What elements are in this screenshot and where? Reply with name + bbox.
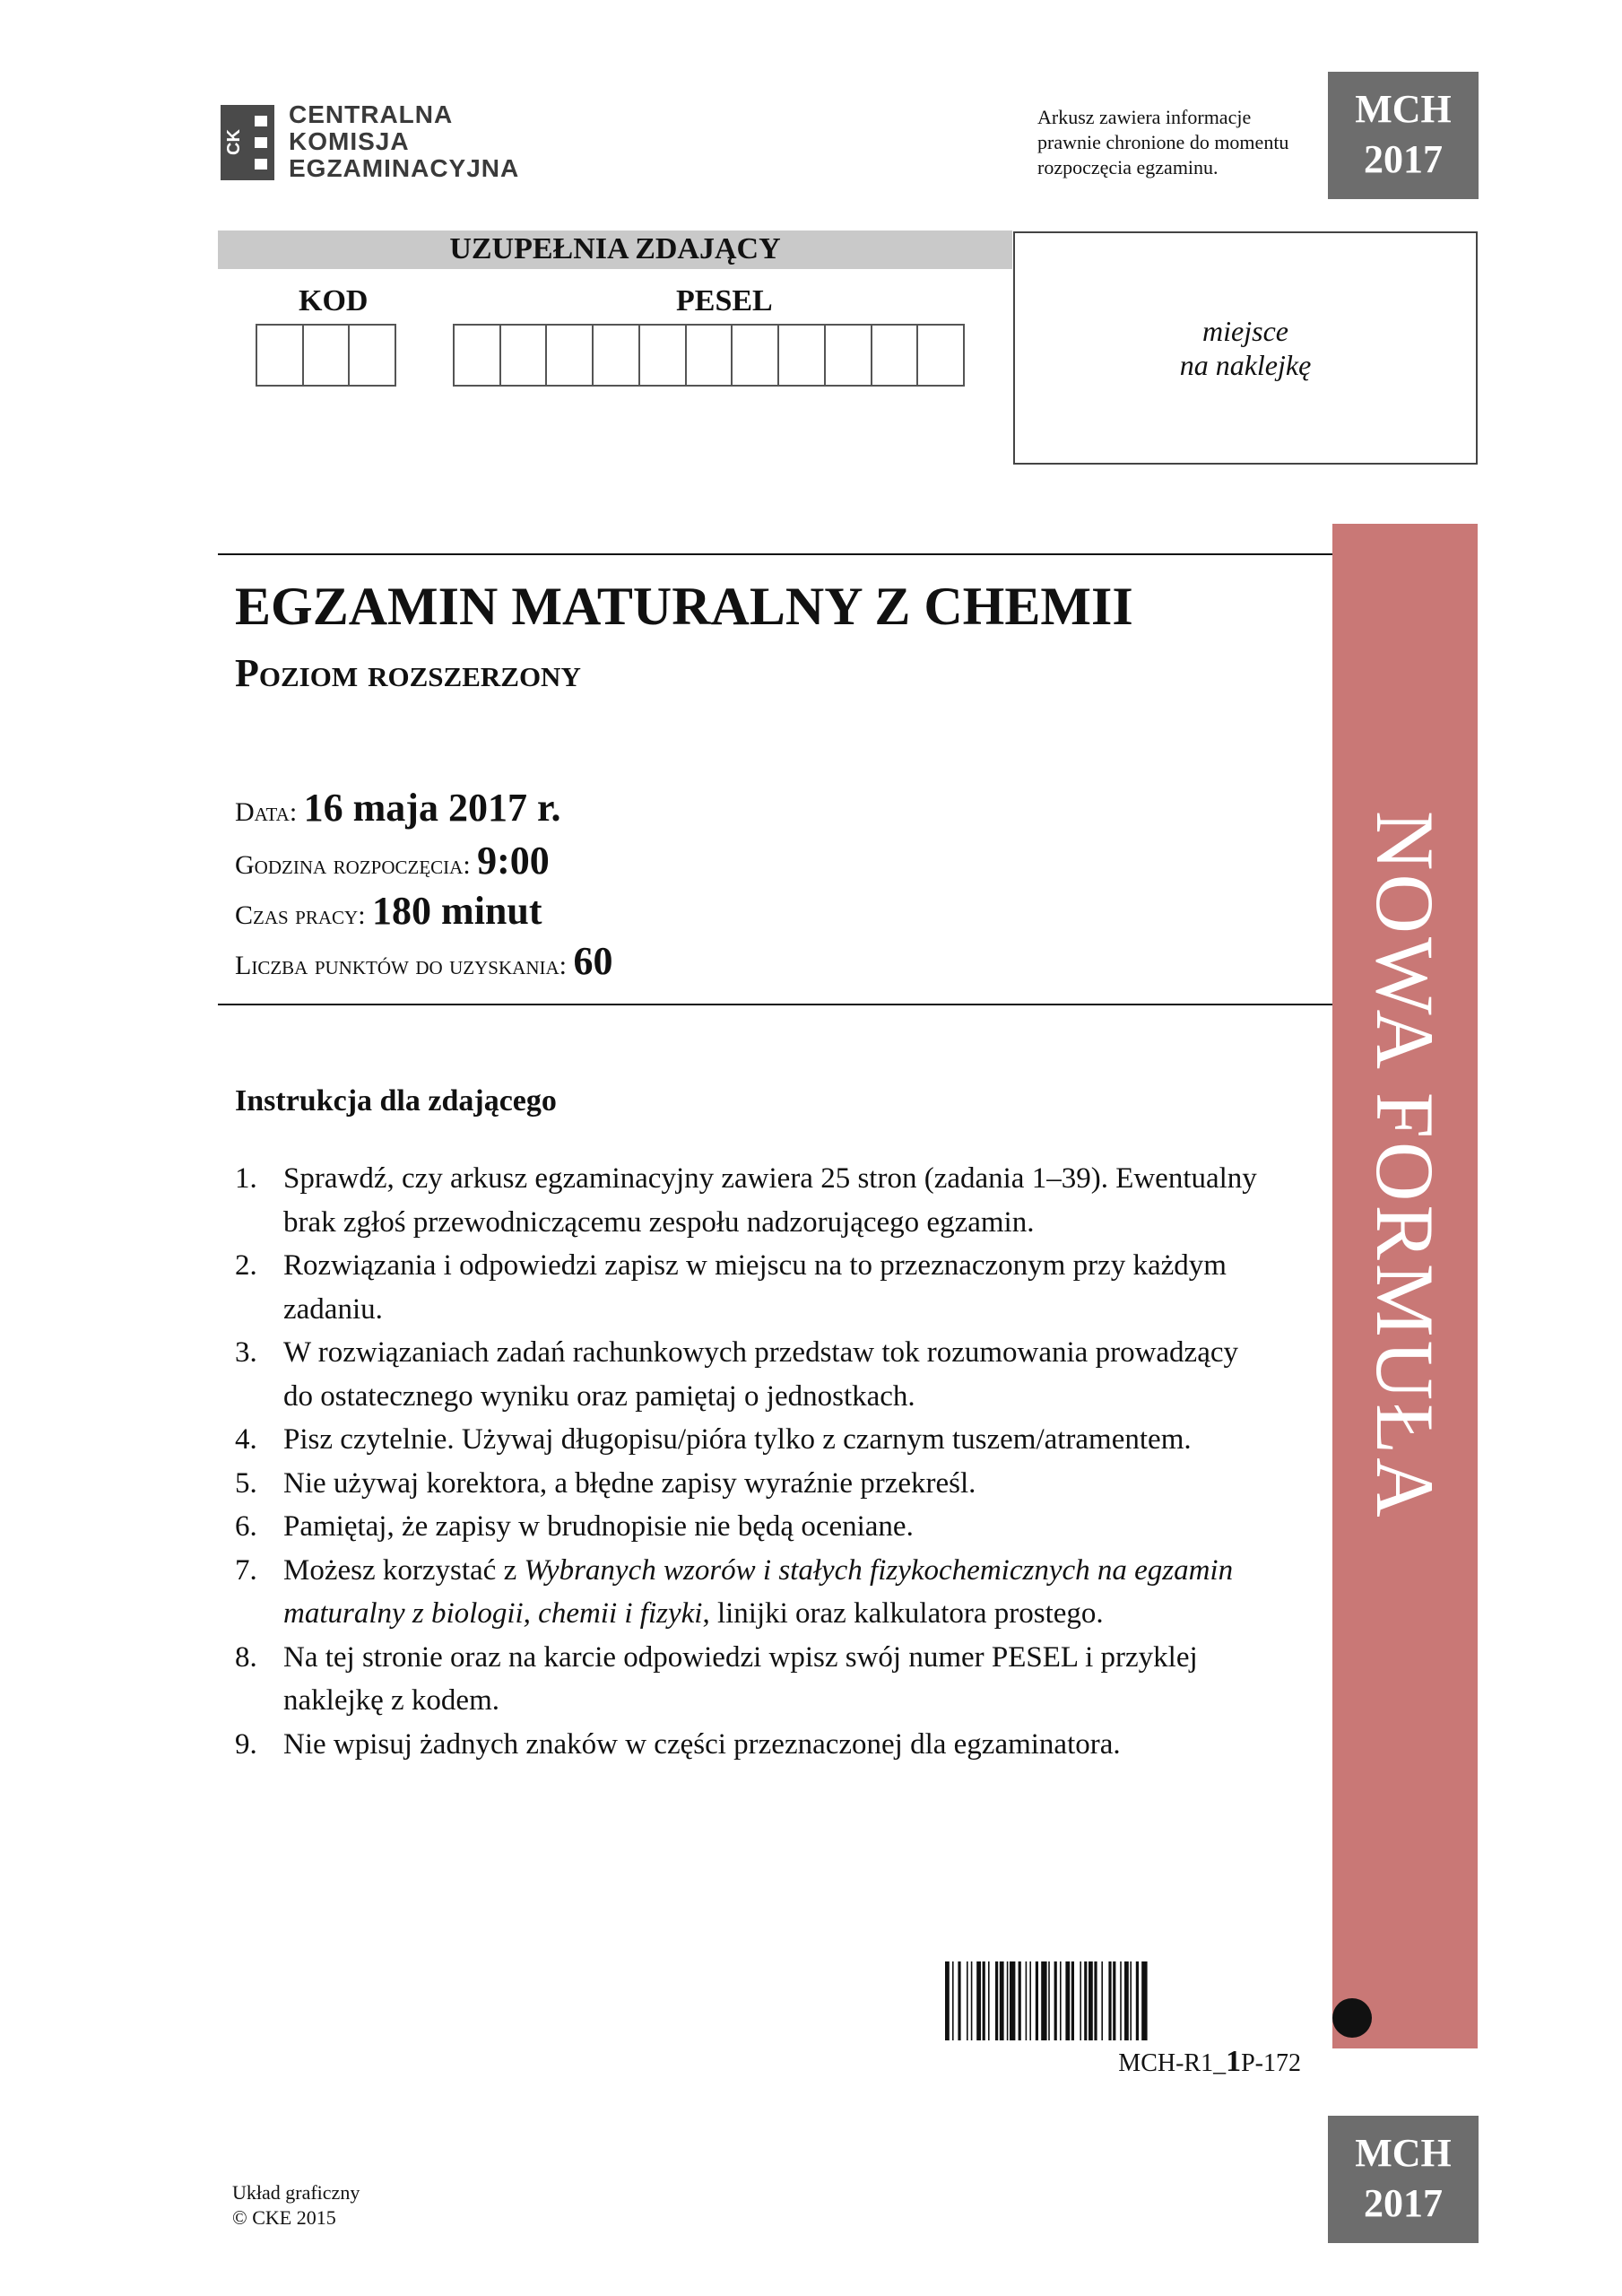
barcode-bar [1130, 1961, 1132, 2040]
exam-points: Liczba punktów do uzyskania: 60 [235, 939, 613, 983]
list-item: 1. Sprawdź, czy arkusz egzaminacyjny zawiera 25 stron (zadania 1–39). Ewentualny brak zgłoś przewodniczącemu zespołu nadzorującego egzamin. [235, 1162, 1257, 1239]
barcode-bar [976, 1961, 981, 2040]
logo-abbr: CK [224, 129, 244, 156]
exam-date: Data: 16 maja 2017 r. [235, 786, 561, 830]
barcode [945, 1961, 1301, 2040]
barcode-bar [967, 1961, 968, 2040]
barcode-bar [1007, 1961, 1009, 2040]
barcode-bar [1041, 1961, 1046, 2040]
list-item: 5. Nie używaj korektora, a błędne zapisy wyraźnie przekreśl. [235, 1466, 976, 1500]
barcode-bar [1141, 1961, 1147, 2040]
barcode-bar [1089, 1961, 1093, 2040]
list-item: 7. Możesz korzystać z Wybranych wzorów i stałych fizykochemicznych na egzamin maturalny z biologii, chemii i fizyki, linijki oraz kalkulatora prostego. [235, 1553, 1234, 1630]
barcode-bar [1054, 1961, 1057, 2040]
list-item: 4. Pisz czytelnie. Używaj długopisu/pióra tylko z czarnym tuszem/atramentem. [235, 1423, 1192, 1456]
barcode-bar [1036, 1961, 1038, 2040]
list-item: 6. Pamiętaj, że zapisy w brudnopisie nie będą oceniane. [235, 1510, 914, 1543]
exam-code-bottom: MCH 2017 [1328, 2116, 1479, 2243]
barcode-bar [971, 1961, 973, 2040]
sticker-area: miejsce na naklejkę [1013, 231, 1478, 465]
exam-level: Poziom rozszerzony [235, 651, 581, 695]
barcode-bar [1026, 1961, 1028, 2040]
barcode-bar [1000, 1961, 1004, 2040]
divider-top [218, 553, 1332, 555]
barcode-bar [1113, 1961, 1115, 2040]
pesel-input[interactable] [453, 324, 965, 387]
barcode-label: MCH-R1_1P-172 [1118, 2045, 1301, 2078]
exam-duration: Czas pracy: 180 minut [235, 889, 542, 933]
cke-logo-text: CENTRALNA KOMISJA EGZAMINACYJNA [289, 100, 520, 182]
barcode-bar [1071, 1961, 1074, 2040]
list-item: 8. Na tej stronie oraz na karcie odpowiedzi wpisz swój numer PESEL i przyklej naklejkę z kodem. [235, 1640, 1198, 1717]
marker-dot [1332, 1998, 1372, 2038]
barcode-bar [995, 1961, 998, 2040]
pesel-label: PESEL [676, 284, 773, 317]
kod-label: KOD [299, 284, 369, 317]
barcode-bar [1029, 1961, 1031, 2040]
barcode-bar [983, 1961, 985, 2040]
barcode-bar [945, 1961, 950, 2040]
barcode-bar [1060, 1961, 1062, 2040]
kod-input[interactable] [256, 324, 396, 387]
barcode-bar [1080, 1961, 1081, 2040]
instructions-heading: Instrukcja dla zdającego [235, 1084, 557, 1118]
exam-code-top: MCH 2017 [1328, 72, 1479, 199]
barcode-bar [1120, 1961, 1122, 2040]
barcode-bar [1094, 1961, 1097, 2040]
new-formula-label: NOWA FORMUŁA [1359, 811, 1451, 1521]
cke-logo-mark [221, 105, 274, 180]
barcode-bar [1136, 1961, 1139, 2040]
instructions-list [235, 1157, 1266, 1766]
exam-title: EGZAMIN MATURALNY Z CHEMII [235, 577, 1133, 636]
logo-e-icon [255, 116, 274, 170]
list-item: 9. Nie wpisuj żadnych znaków w części przeznaczonej dla egzaminatora. [235, 1727, 1121, 1761]
barcode-bar [952, 1961, 954, 2040]
barcode-bar [1048, 1961, 1050, 2040]
barcode-bar [1084, 1961, 1087, 2040]
divider-bottom [218, 1004, 1332, 1005]
barcode-bar [1124, 1961, 1129, 2040]
barcode-bar [1101, 1961, 1103, 2040]
barcode-bar [958, 1961, 960, 2040]
list-item: 2. Rozwiązania i odpowiedzi zapisz w miejscu na to przeznaczonym przy każdym zadaniu. [235, 1249, 1227, 1326]
barcode-bar [988, 1961, 990, 2040]
candidate-header: UZUPEŁNIA ZDAJĄCY [449, 232, 781, 265]
barcode-bar [1108, 1961, 1111, 2040]
barcode-bar [1019, 1961, 1021, 2040]
legal-notice: Arkusz zawiera informacje prawnie chronione do momentu rozpoczęcia egzaminu. [1037, 106, 1289, 178]
barcode-bar [1010, 1961, 1015, 2040]
footer-credit: Układ graficzny © CKE 2015 [232, 2181, 360, 2229]
exam-start-time: Godzina rozpoczęcia: 9:00 [235, 839, 550, 883]
list-item: 3. W rozwiązaniach zadań rachunkowych przedstaw tok rozumowania prowadzący do ostatecznego wyniku oraz pamiętaj o jednostkach. [235, 1336, 1238, 1413]
barcode-bar [1065, 1961, 1070, 2040]
